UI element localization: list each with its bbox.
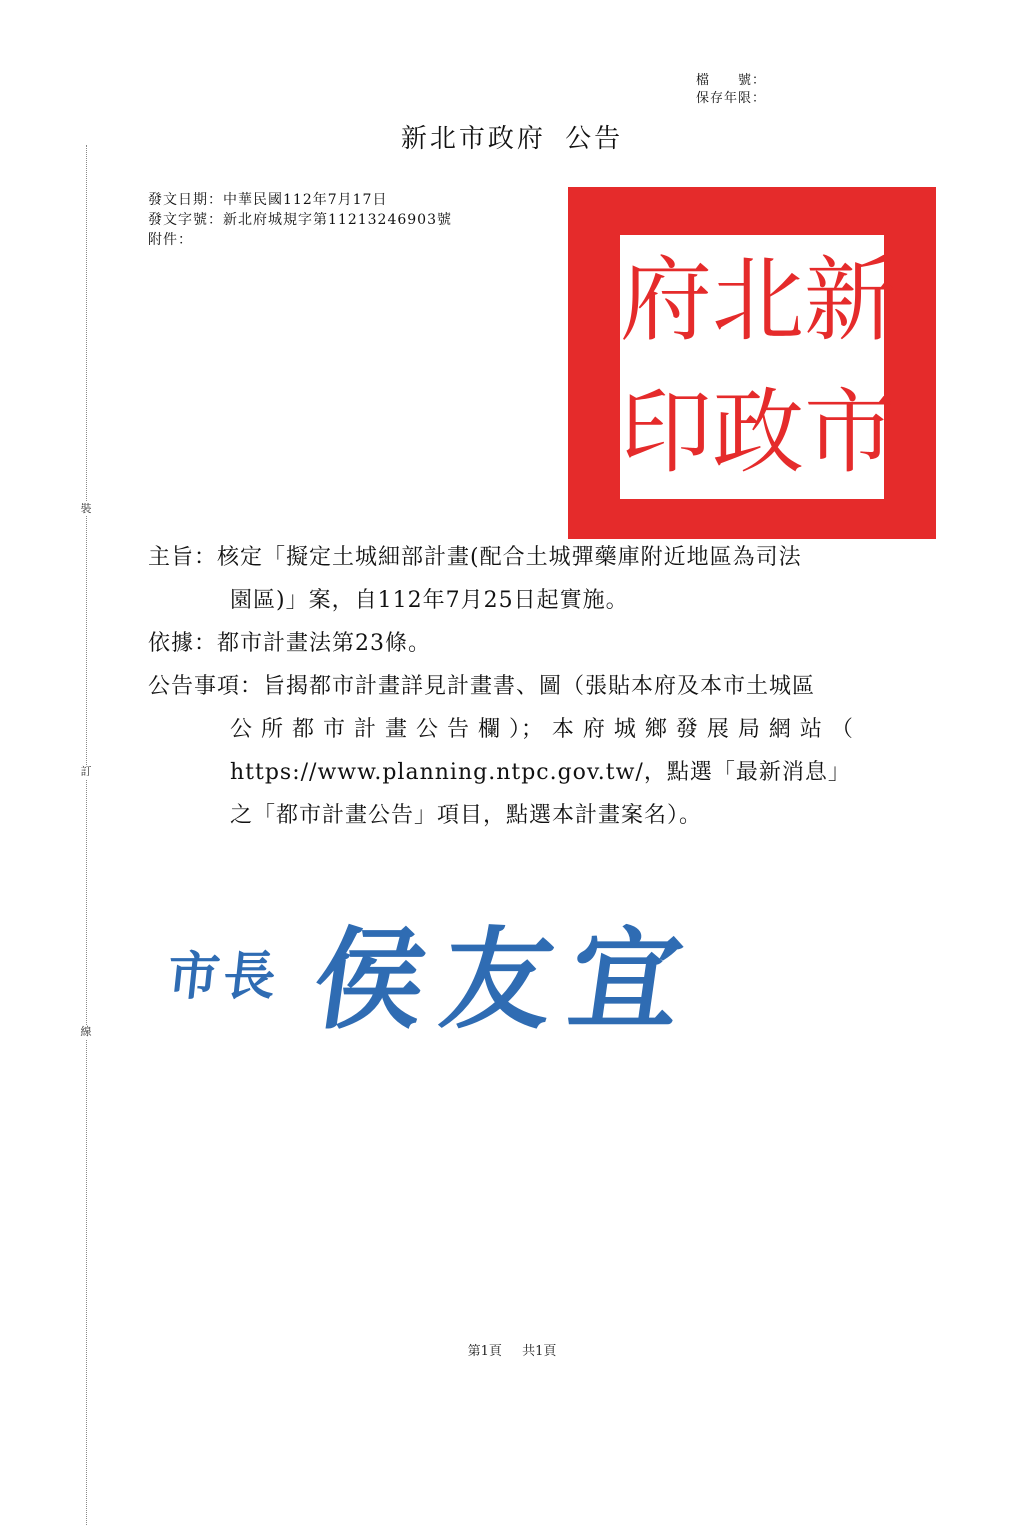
record-fields — [696, 72, 766, 108]
official-seal — [568, 187, 936, 539]
issuing-organization: 新北市政府 — [400, 124, 546, 154]
page-total: 共1頁 — [522, 1344, 557, 1359]
notice-line: 旨揭都市計畫詳見計畫書、圖（張貼本府及本市土城區 — [263, 674, 816, 699]
seal-char: 市 — [804, 379, 897, 486]
subject-line: 園區)」案，自112年7月25日起實施。 — [230, 588, 629, 613]
mayor-signature — [164, 892, 708, 1050]
retention-period-label: 保存年限： — [695, 91, 766, 106]
page-footer — [0, 1340, 1024, 1359]
basis-label: 依據： — [148, 631, 218, 656]
notice-url-line: https://www.planning.ntpc.gov.tw/，點選「最新消息」 — [230, 760, 851, 785]
document-body — [148, 536, 958, 837]
notice-line: 公 所 都 市 計 畫 公 告 欄 ）； 本 府 城 鄉 發 展 局 網 站 （ — [230, 717, 854, 742]
basis-section — [148, 622, 958, 665]
basis-text: 都市計畫法第23條。 — [217, 631, 432, 656]
attachment-label: 附件： — [148, 232, 193, 248]
binding-mark-line: 線 — [76, 1025, 96, 1039]
subject-line: 核定「擬定土城細部計畫(配合土城彈藥庫附近地區為司法 — [217, 545, 802, 570]
file-number-label: 檔 號： — [695, 73, 766, 88]
subject-label: 主旨： — [148, 545, 218, 570]
notice-line: 之「都市計畫公告」項目，點選本計畫案名）。 — [230, 803, 703, 828]
binding-mark-bind: 裝 — [76, 502, 96, 516]
document-title — [0, 118, 1024, 155]
binding-mark-staple: 訂 — [76, 765, 96, 779]
seal-char: 新 — [804, 247, 897, 354]
subject-section — [148, 536, 958, 622]
page-number: 第1頁 — [467, 1344, 502, 1359]
binding-line — [86, 145, 87, 1525]
issue-date: 發文日期：中華民國112年7月17日 — [148, 192, 388, 208]
notice-label: 公告事項： — [148, 674, 264, 699]
signature-title: 市長 — [164, 945, 283, 1007]
seal-char: 印 — [620, 379, 713, 486]
reference-number: 發文字號：新北府城規字第11213246903號 — [148, 212, 452, 228]
notice-section — [148, 665, 958, 837]
document-type: 公告 — [565, 124, 624, 154]
seal-char: 政 — [712, 379, 805, 486]
signature-name: 侯友宜 — [305, 915, 708, 1044]
document-meta — [148, 190, 452, 250]
seal-char: 北 — [712, 247, 805, 354]
seal-char: 府 — [620, 247, 713, 354]
seal-inner — [620, 235, 897, 499]
